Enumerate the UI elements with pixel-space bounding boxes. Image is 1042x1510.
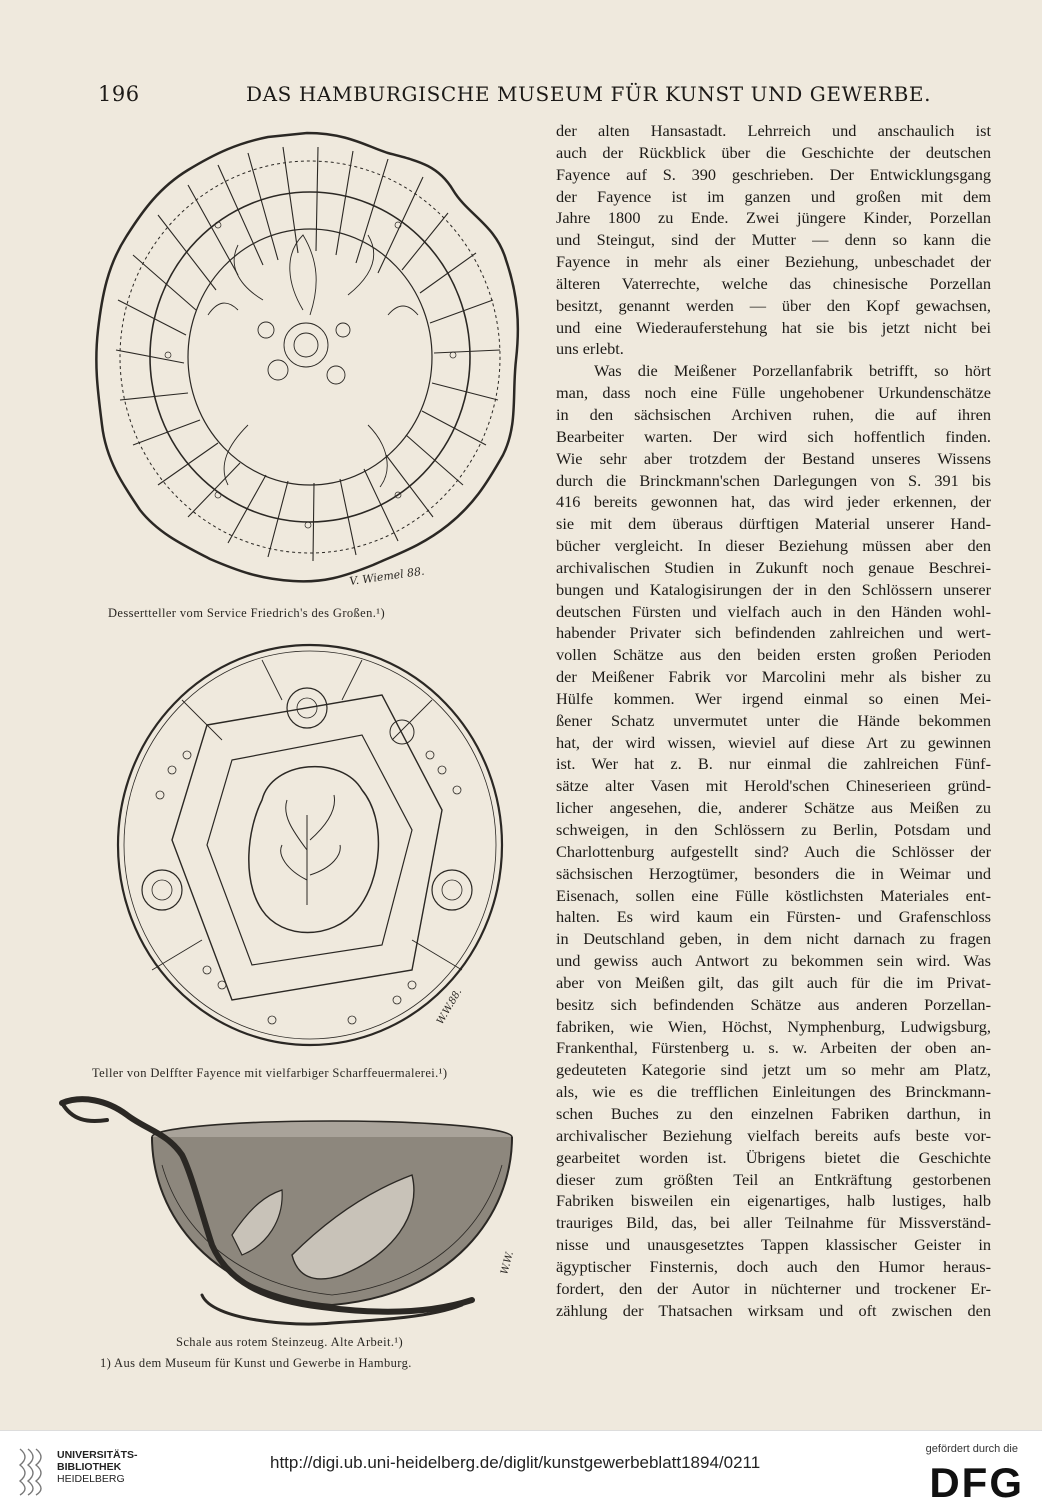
body-text-line: gearbeitet worden ist. Übrigens bietet die Geschichte bbox=[556, 1147, 991, 1167]
body-text-line: habender Privater sich befindenden zahlreichen und wert- bbox=[556, 623, 991, 643]
delft-plate-illustration bbox=[112, 640, 508, 1050]
body-text-line: Charlottenburg aufgestellt sind? Auch die Schlösser der bbox=[556, 841, 991, 861]
plate1-signature: V. Wiemel 88. bbox=[348, 564, 426, 588]
body-text-line: aber von Meißen gilt, das gilt auch für die im Privat- bbox=[556, 972, 991, 992]
library-name bbox=[57, 1449, 138, 1485]
body-text-line: ägyptischer Finsternis, doch auch den Humor heraus- bbox=[556, 1256, 991, 1276]
body-text-line: fordert, den der Autor in nüchterner und trockener Er- bbox=[556, 1278, 991, 1298]
body-text-line: besitzt, genannt werden — über den Kopf gewachsen, bbox=[556, 295, 991, 315]
body-text-line: Fayence auf S. 390 geschrieben. Der Entwicklungsgang bbox=[556, 164, 991, 184]
plate2-signature: W.W.88. bbox=[435, 986, 465, 1027]
body-text-line: gedeuteten Kategorie sind jetzt um so mehr am Platz, bbox=[556, 1060, 991, 1080]
funding-note: gefördert durch die bbox=[925, 1443, 1018, 1455]
body-text-line: nisse und unausgesetztes Tappen klassischer Geister in bbox=[556, 1235, 991, 1255]
body-text-line: ist. Wer hat z. B. nur einmal die zahlreichen Fünf- bbox=[556, 754, 991, 774]
body-text-line: vollen Schätze aus den beiden ersten großen Perioden bbox=[556, 645, 991, 665]
dessert-plate-illustration bbox=[88, 125, 526, 595]
body-text-line: zählung der Thatsachen wirksam und oft zwischen den bbox=[556, 1300, 991, 1320]
digitization-footer bbox=[0, 1430, 1042, 1510]
body-text-line: dieser zum größten Teil an Entkräftung gestorbenen bbox=[556, 1169, 991, 1189]
body-text-line: hat, der wird wissen, wieviel auf diese Art zu gewinnen bbox=[556, 732, 991, 752]
body-text-line: licher angesehen, die, anderer Schätze aus Meißen zu bbox=[556, 798, 991, 818]
plate1-caption: Dessertteller vom Service Friedrich's des Großen.¹) bbox=[108, 606, 386, 620]
body-text-line: bungen und Katalogisirungen der in den Schlössern unserer bbox=[556, 579, 991, 599]
library-name-line: BIBLIOTHEK bbox=[57, 1461, 122, 1473]
body-text-line: ßener Schatz unvermutet unter die Hände bekommen bbox=[556, 710, 991, 730]
body-text-line: auch der Rückblick über die Geschichte der deutschen bbox=[556, 142, 991, 162]
permalink[interactable]: http://digi.ub.uni-heidelberg.de/diglit/kunstgewerbeblatt1894/0211 bbox=[270, 1453, 761, 1472]
body-text-line: Bearbeiter warten. Der wird sich hoffentlich finden. bbox=[556, 426, 991, 446]
body-text-line: Fayence in mehr als einer Beziehung, unbeschadet der bbox=[556, 252, 991, 272]
plate2-caption: Teller von Delffter Fayence mit vielfarbiger Scharffeuermalerei.¹) bbox=[92, 1066, 448, 1080]
body-text-line: archivalischer Beziehung vielfach bereits aufs beste vor- bbox=[556, 1125, 991, 1145]
body-text-line: trauriges Bild, das, bei aller Teilnahme für Missverständ- bbox=[556, 1213, 991, 1233]
body-text-line: man, dass noch eine Fülle ungehobener Urkundenschätze bbox=[556, 383, 991, 403]
university-seal-icon bbox=[14, 1443, 54, 1499]
bowl-illustration bbox=[52, 1095, 532, 1330]
body-text-line: deutschen Fürsten und vielfach auch in den Händen wohl- bbox=[556, 601, 991, 621]
body-text-line: fabriken, wie Wien, Höchst, Nymphenburg, Ludwigsburg, bbox=[556, 1016, 991, 1036]
body-text-line: 416 bereits gewonnen hat, das wird jeder erkennen, der bbox=[556, 492, 991, 512]
body-text-line: durch die Brinckmann'schen Darlegungen von S. 391 bis bbox=[556, 470, 991, 490]
bowl-caption: Schale aus rotem Steinzeug. Alte Arbeit.¹) bbox=[176, 1335, 404, 1349]
page-number: 196 bbox=[98, 82, 140, 106]
body-text-line: Frankenthal, Fürstenberg u. s. w. Arbeiten der oben an- bbox=[556, 1038, 991, 1058]
body-text-line: in Deutschland geben, in dem nicht darnach zu fragen bbox=[556, 929, 991, 949]
body-text-line: älteren Vaterrechte, welche das chinesische Porzellan bbox=[556, 273, 991, 293]
body-text-line: schweigen, in den Schlössern zu Berlin, Potsdam und bbox=[556, 820, 991, 839]
body-text-line: schen Buches zu den einzelnen Fabriken darthun, in bbox=[556, 1103, 991, 1123]
body-text-line: Hülfe kommen. Wer irgend einmal so einen Mei- bbox=[556, 688, 991, 708]
body-text-line: Was die Meißener Porzellanfabrik betrifft, so hört bbox=[594, 361, 991, 381]
body-text-line: in den sächsischen Archiven ruhen, die auf ihren bbox=[556, 404, 991, 424]
body-text-line: und Steingut, sind der Mutter — denn so kann die bbox=[556, 230, 991, 250]
body-text-line: und gewiss auch Antwort zu bekommen sein wird. Was bbox=[556, 951, 991, 971]
body-text-line: der alten Hansastadt. Lehrreich und anschaulich ist bbox=[556, 121, 991, 140]
body-text-line: bücher vergleicht. In dieser Beziehung müssen aber den bbox=[556, 536, 991, 556]
body-text-line: besitz sich befindenden Schätze aus anderen Porzellan- bbox=[556, 994, 991, 1014]
body-text-line: halten. Es wird kaum ein Fürsten- und Grafenschloss bbox=[556, 907, 991, 927]
library-name-line: UNIVERSITÄTS- bbox=[57, 1449, 138, 1461]
body-text-column bbox=[556, 120, 991, 1321]
body-text-line: sächsischen Herzogtümer, besonders die in Weimar und bbox=[556, 863, 991, 883]
body-text-line: sätze alter Vasen mit Herold'schen Chineserieen gründ- bbox=[556, 776, 991, 796]
running-title: DAS HAMBURGISCHE MUSEUM FÜR KUNST UND GEWERBE. bbox=[246, 82, 932, 106]
body-text-line: Wie sehr aber trotzdem der Bestand unseres Wissens bbox=[556, 448, 991, 468]
body-text-line: sie mit dem überaus dürftigen Material unserer Hand- bbox=[556, 514, 991, 534]
body-text-line: uns erlebt. bbox=[556, 339, 624, 359]
body-text-line: der Meißener Fabrik vor Marcolini mehr als bisher zu bbox=[556, 667, 991, 687]
dfg-logo: DFG bbox=[929, 1459, 1024, 1506]
bowl-signature: W.W. bbox=[499, 1250, 516, 1276]
library-name-line: HEIDELBERG bbox=[57, 1473, 125, 1485]
body-text-line: als, wie es die trefflichen Einleitungen des Brinckmann- bbox=[556, 1082, 991, 1102]
body-text-line: der Fayence ist im ganzen und großen mit dem bbox=[556, 186, 991, 206]
footnote: 1) Aus dem Museum für Kunst und Gewerbe in Hamburg. bbox=[100, 1356, 412, 1370]
body-text-line: und eine Wiederauferstehung hat sie bis jetzt nicht bei bbox=[556, 317, 991, 337]
body-text-line: Jahre 1800 zu Ende. Zwei jüngere Kinder, Porzellan bbox=[556, 208, 991, 228]
body-text-line: archivalischen Studien in Zukunft noch genaue Beschrei- bbox=[556, 557, 991, 577]
body-text-line: Eisenach, sollen eine Fülle köstlichsten Materiales ent- bbox=[556, 885, 991, 905]
body-text-line: Fabriken bisweilen ein eigenartiges, halb lustiges, halb bbox=[556, 1191, 991, 1211]
